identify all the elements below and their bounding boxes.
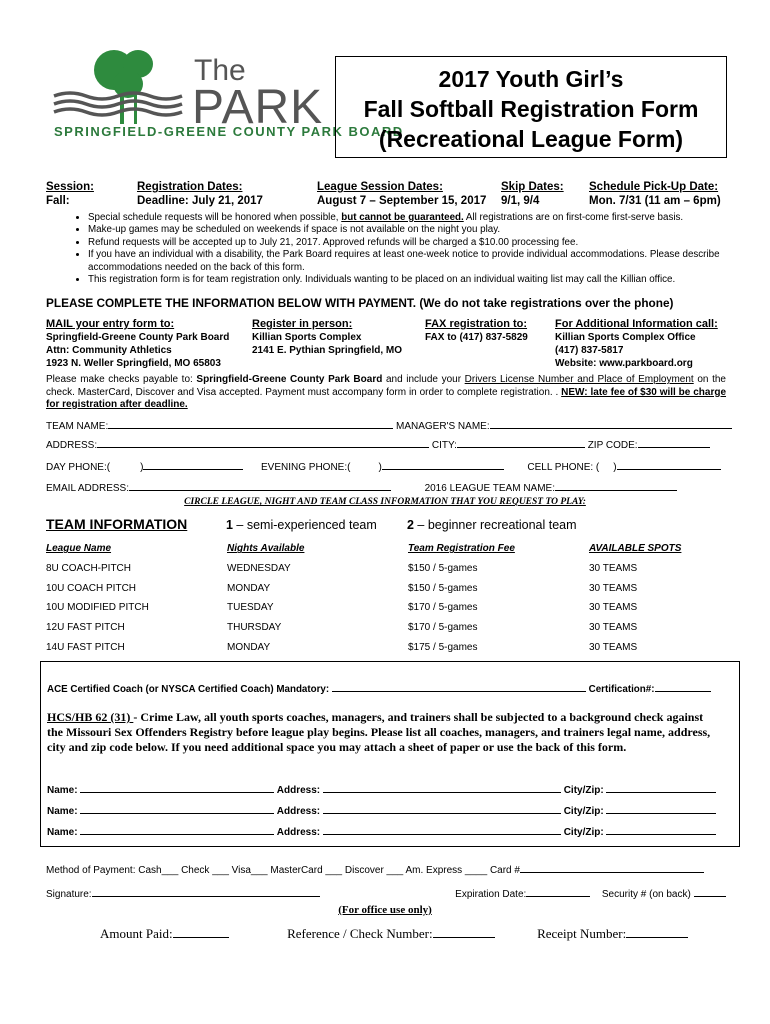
park-board-logo [50, 48, 404, 148]
table-row[interactable] [46, 578, 706, 598]
list-item: • Make-up games may be scheduled on weekends if space is not available on the night you play. [88, 224, 768, 236]
fee: $150 / 5-games [408, 563, 478, 575]
coach-address-field[interactable] [323, 822, 561, 835]
ace-row [47, 679, 711, 695]
reference-field[interactable] [433, 925, 495, 938]
signature-field[interactable] [92, 884, 320, 897]
column-header: Nights Available [227, 543, 305, 555]
coach-cityzip-field[interactable] [606, 780, 716, 793]
fee: $170 / 5-games [408, 622, 478, 634]
registration-dates-label: Registration Dates: [137, 181, 243, 193]
info-label: For Additional Information call: [555, 318, 718, 330]
league-name: 12U FAST PITCH [46, 622, 125, 634]
certification-field[interactable] [655, 679, 711, 692]
late-fee-notice: NEW: late fee of $30 will be charge for registration after deadline. [46, 386, 727, 410]
coach-row: Name: Address: City/Zip: [47, 822, 716, 838]
logo-subtitle: SPRINGFIELD-GREENE COUNTY PARK BOARD [54, 124, 404, 139]
night: MONDAY [227, 641, 271, 653]
email-row [46, 478, 726, 494]
registration-deadline: Deadline: July 21, 2017 [137, 195, 263, 207]
league-team-label: 2016 LEAGUE TEAM NAME: [424, 483, 555, 494]
pickup-date-value: Mon. 7/31 (11 am – 6pm) [589, 195, 721, 207]
complete-info-heading: PLEASE COMPLETE THE INFORMATION BELOW WITH PAYMENT. (We do not take registrations over the phone) [46, 296, 674, 310]
coach-address-field[interactable] [323, 801, 561, 814]
pickup-date-block [589, 180, 721, 208]
zip-field[interactable] [638, 435, 710, 448]
receipt-field[interactable] [626, 925, 688, 938]
address-field[interactable] [97, 435, 429, 448]
form-title-box [335, 56, 727, 158]
signature-row [46, 884, 726, 900]
list-item: • This registration form is for team registration only. Individuals wanting to be placed on an individual waiting list may call the Killian office. [88, 274, 768, 286]
table-row[interactable] [46, 559, 706, 579]
league-name: 10U MODIFIED PITCH [46, 602, 149, 614]
league-name: 10U COACH PITCH [46, 582, 137, 594]
payment-method-row [46, 860, 726, 876]
night: MONDAY [227, 582, 271, 594]
night: WEDNESDAY [227, 563, 291, 575]
column-header: Team Registration Fee [408, 543, 515, 555]
league-team-field[interactable] [555, 478, 677, 491]
logo-the-text: The [194, 54, 246, 87]
list-item: • Special schedule requests will be honored when possible, but cannot be guaranteed. All registrations are on first-come first-serve basis. [88, 212, 768, 224]
title-line-3: (Recreational League Form) [378, 126, 684, 152]
session-value: Fall: [46, 195, 70, 207]
coach-cityzip-field[interactable] [606, 801, 716, 814]
coach-row: Name: Address: City/Zip: [47, 801, 716, 817]
expiration-field[interactable] [526, 884, 590, 897]
spots: 30 TEAMS [589, 563, 638, 575]
coach-address-field[interactable] [323, 780, 561, 793]
league-dates-value: August 7 – September 15, 2017 [317, 195, 487, 207]
payment-method-label: Method of Payment: Cash___ Check ___ Visa___ MasterCard ___ Discover ___ Am. Express ____ Card # [46, 865, 520, 876]
signature-label: Signature: [46, 889, 92, 900]
cell-phone-field[interactable] [617, 457, 721, 470]
cell-phone-label: CELL PHONE: ( [527, 462, 600, 473]
list-item: • Refund requests will be accepted up to July 21, 2017. Approved refunds will be charged a $10.00 processing fee. [88, 237, 768, 249]
address-row [46, 435, 726, 451]
mail-label: MAIL your entry form to: [46, 318, 175, 330]
fax-block [425, 318, 528, 344]
list-item: • If you have an individual with a disability, the Park Board requires at least one-week notice to provide individual accommodations. Please describe accommodations needed on the back of this form. [88, 249, 768, 274]
night: TUESDAY [227, 602, 274, 614]
city-field[interactable] [457, 435, 585, 448]
day-phone-label: DAY PHONE:( [46, 462, 111, 473]
skip-dates-block [501, 180, 564, 208]
mail-line: 1923 N. Weller Springfield, MO 65803 [46, 358, 221, 369]
coach-row: Name: Address: City/Zip: [47, 780, 716, 796]
fax-number: FAX to (417) 837-5829 [425, 332, 528, 343]
night: THURSDAY [227, 622, 282, 634]
team-name-field[interactable] [108, 416, 393, 429]
manager-name-label: MANAGER'S NAME: [396, 421, 490, 432]
expiration-label: Expiration Date: [455, 889, 527, 900]
skip-dates-value: 9/1, 9/4 [501, 195, 540, 207]
in-person-block [252, 318, 402, 357]
fee: $175 / 5-games [408, 641, 478, 653]
fee: $170 / 5-games [408, 602, 478, 614]
fax-label: FAX registration to: [425, 318, 528, 330]
coach-cityzip-field[interactable] [606, 822, 716, 835]
phone-row: DAY PHONE:( ) EVENING PHONE:( ) CELL PHONE: ( ) [46, 457, 726, 473]
title-line-2: Fall Softball Registration Form [363, 96, 699, 122]
table-row[interactable] [46, 598, 706, 618]
evening-phone-label: EVENING PHONE:( [261, 462, 351, 473]
class-2-label: 2 – beginner recreational team [407, 518, 577, 532]
security-field[interactable] [694, 884, 726, 897]
coach-name-field[interactable] [80, 780, 274, 793]
mail-block [46, 318, 229, 370]
title-line-1: 2017 Youth Girl’s [438, 66, 624, 92]
rules-list [62, 212, 768, 286]
fee: $150 / 5-games [408, 582, 478, 594]
session-block [46, 180, 94, 208]
column-header: League Name [46, 543, 112, 555]
payment-instructions: Please make checks payable to: Springfield-Greene County Park Board and include your Drivers License Number and Place of Employment on the check. MasterCard, Discover and Visa accepted. Payment must accompany form in order to complete registration. . NEW: late fee of $30 will be charge for registration after deadline. [46, 374, 727, 410]
circle-instruction: CIRCLE LEAGUE, NIGHT AND TEAM CLASS INFORMATION THAT YOU REQUEST TO PLAY: [184, 497, 586, 507]
info-line: (417) 837-5817 [555, 345, 624, 356]
spots: 30 TEAMS [589, 622, 638, 634]
league-name: 8U COACH-PITCH [46, 563, 132, 575]
league-dates-label: League Session Dates: [317, 181, 443, 193]
security-label: Security # (on back) [601, 889, 691, 900]
info-block [555, 318, 718, 370]
tree-icon [50, 48, 200, 128]
address-label: ADDRESS: [46, 440, 98, 451]
coach-name-field[interactable] [80, 822, 274, 835]
receipt-label: Receipt Number: [537, 926, 627, 941]
coach-name-field[interactable] [80, 801, 274, 814]
in-person-line: Killian Sports Complex [252, 332, 362, 343]
manager-name-field[interactable] [490, 416, 732, 429]
card-number-field[interactable] [520, 860, 704, 873]
league-name: 14U FAST PITCH [46, 641, 125, 653]
coach-certification-box [40, 661, 740, 847]
team-name-row [46, 416, 726, 432]
table-header-row [46, 539, 706, 559]
reference-label: Reference / Check Number: [287, 926, 433, 941]
skip-dates-label: Skip Dates: [501, 181, 564, 193]
evening-phone-field[interactable] [382, 457, 504, 470]
city-label: CITY: [431, 440, 457, 451]
session-label: Session: [46, 181, 94, 193]
office-use-heading: (For office use only) [338, 904, 432, 916]
day-phone-field[interactable] [143, 457, 243, 470]
mail-line: Attn: Community Athletics [46, 345, 172, 356]
ace-label: ACE Certified Coach (or NYSCA Certified Coach) Mandatory: [47, 684, 330, 695]
column-header: AVAILABLE SPOTS [589, 543, 682, 555]
info-website: Website: www.parkboard.org [555, 358, 693, 369]
team-table [46, 539, 706, 657]
class-1-label: 1 – semi-experienced team [226, 518, 377, 532]
spots: 30 TEAMS [589, 641, 638, 653]
hcs-law-notice: HCS/HB 62 (31) - Crime Law, all youth sports coaches, managers, and trainers shall be subjected to a background check against the Missouri Sex Offenders Registry before league play begins. Please list all coaches, managers, and trainers legal name, address, city and zip code below. If you need additional space you may attach a sheet of paper or use the back of this form. [47, 710, 711, 754]
in-person-line: 2141 E. Pythian Springfield, MO [252, 345, 403, 356]
ace-field[interactable] [332, 679, 586, 692]
amount-paid-label: Amount Paid: [100, 926, 173, 941]
league-dates-block [317, 180, 486, 208]
email-field[interactable] [129, 478, 391, 491]
info-line: Killian Sports Complex Office [555, 332, 696, 343]
spots: 30 TEAMS [589, 582, 638, 594]
team-info-heading: TEAM INFORMATION [46, 516, 188, 532]
email-label: EMAIL ADDRESS: [46, 483, 129, 494]
table-row[interactable] [46, 637, 706, 657]
in-person-label: Register in person: [252, 318, 353, 330]
spots: 30 TEAMS [589, 602, 638, 614]
logo-park-text: PARK [192, 81, 324, 134]
amount-paid-field[interactable] [173, 925, 229, 938]
mail-line: Springfield-Greene County Park Board [46, 332, 230, 343]
pickup-date-label: Schedule Pick-Up Date: [589, 181, 719, 193]
team-name-label: TEAM NAME: [46, 421, 109, 432]
certification-label: Certification#: [588, 684, 655, 695]
zip-label: ZIP CODE: [587, 440, 638, 451]
table-row[interactable] [46, 618, 706, 638]
registration-dates-block [137, 180, 263, 208]
office-use-row [100, 925, 688, 942]
